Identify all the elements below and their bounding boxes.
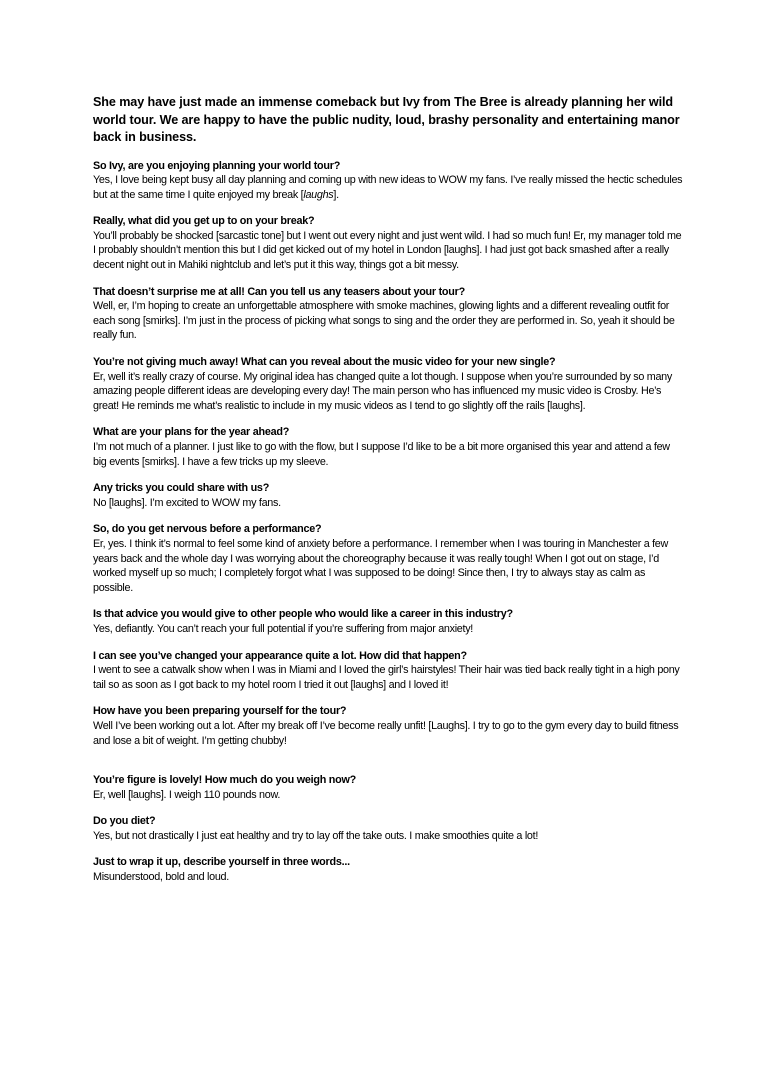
qa-block-advice <box>93 607 683 636</box>
qa-block-tour-teasers <box>93 285 683 343</box>
answer-text-end: ]. <box>333 188 339 201</box>
question: Any tricks you could share with us? <box>93 482 270 495</box>
question: Really, what did you get up to on your break? <box>93 215 315 228</box>
answer-italic-text: laughs <box>303 188 334 201</box>
answer: Well I’ve been working out a lot. After my break off I’ve become really unfit! [Laughs]. I try to go to the gym every day to build fitness and lose a bit of weight. I’m getting chubby! <box>93 719 679 747</box>
question: Just to wrap it up, describe yourself in three words... <box>93 856 350 869</box>
qa-block-appearance <box>93 649 683 693</box>
intro-paragraph: She may have just made an immense comeback but Ivy from The Bree is already planning her wild world tour. We are happy to have the public nudity, loud, brashy personality and entertaining manor back in business. <box>93 95 680 144</box>
question: Do you diet? <box>93 815 156 828</box>
answer: Er, well it’s really crazy of course. My original idea has changed quite a lot though. I suppose when you’re surrounded by so many amazing people different ideas are developing every day! The main person who has influenced my music video is Crosby. He’s great! He reminds me what’s realistic to include in my music videos as I tend to go slightly off the rails [laughs]. <box>93 370 672 412</box>
question: So, do you get nervous before a performance? <box>93 523 322 536</box>
question: I can see you’ve changed your appearance quite a lot. How did that happen? <box>93 649 467 662</box>
answer: Er, yes. I think it’s normal to feel some kind of anxiety before a performance. I remember when I was touring in Manchester a few years back and the whole day I was worrying about the choreography because it was really tough! When I got out on stage, I’d worked myself up so much; I completely forgot what I was supposed to be doing! Since then, I try to always stay as calm as possible. <box>93 537 669 594</box>
answer: I went to see a catwalk show when I was in Miami and I loved the girl’s hairstyles! Their hair was tied back really tight in a high pony tail so as soon as I got back to my hotel room I tried it out [laughs] and I loved it! <box>93 664 680 691</box>
qa-block-year-ahead <box>93 425 683 469</box>
answer: Well, er, I’m hoping to create an unforgettable atmosphere with smoke machines, glowing lights and a different revealing outfit for each song [smirks]. I’m just in the process of picking what songs to sing and the order they are performed in. So, yeah it should be really fun. <box>93 300 675 342</box>
qa-block-three-words <box>93 855 683 884</box>
answer: I’m not much of a planner. I just like to go with the flow, but I suppose I’d like to be a bit more organised this year and attend a few big events [smirks]. I have a few tricks up my sleeve. <box>93 441 670 468</box>
document-page <box>93 94 683 897</box>
question: You’re figure is lovely! How much do you weigh now? <box>93 774 356 787</box>
answer: Yes, but not drastically I just eat healthy and try to lay off the take outs. I make smoothies quite a lot! <box>93 829 539 842</box>
answer: Er, well [laughs]. I weigh 110 pounds now. <box>93 788 281 801</box>
qa-block-nervous <box>93 522 683 595</box>
answer-text: Yes, I love being kept busy all day planning and coming up with new ideas to WOW my fans. I’ve really missed the hectic schedules but at the same time I quite enjoyed my break [ <box>93 174 683 201</box>
qa-block-world-tour <box>93 159 683 203</box>
qa-block-preparing <box>93 704 683 748</box>
answer: You’ll probably be shocked [sarcastic tone] but I went out every night and just went wild. I had so much fun! Er, my manager told me I probably shouldn’t mention this but I did get kicked out of my hotel in London [laughs]. I had just got back smashed after a really decent night out in Mahiki nightclub and let’s put it this way, things got a bit messy. <box>93 229 682 272</box>
answer: No [laughs]. I’m excited to WOW my fans. <box>93 496 281 509</box>
question: So Ivy, are you enjoying planning your world tour? <box>93 159 341 172</box>
answer: Yes, defiantly. You can’t reach your full potential if you’re suffering from major anxiety! <box>93 622 474 635</box>
question: Is that advice you would give to other people who would like a career in this industry? <box>93 608 513 621</box>
qa-block-music-video <box>93 355 683 413</box>
qa-block-break <box>93 214 683 272</box>
qa-block-weight <box>93 773 683 802</box>
qa-block-diet <box>93 814 683 843</box>
question: That doesn’t surprise me at all! Can you tell us any teasers about your tour? <box>93 285 465 298</box>
question: What are your plans for the year ahead? <box>93 426 290 439</box>
question: How have you been preparing yourself for the tour? <box>93 705 347 718</box>
question: You’re not giving much away! What can you reveal about the music video for your new single? <box>93 356 556 369</box>
qa-block-tricks <box>93 481 683 510</box>
answer: Misunderstood, bold and loud. <box>93 871 229 884</box>
answer <box>93 173 683 202</box>
